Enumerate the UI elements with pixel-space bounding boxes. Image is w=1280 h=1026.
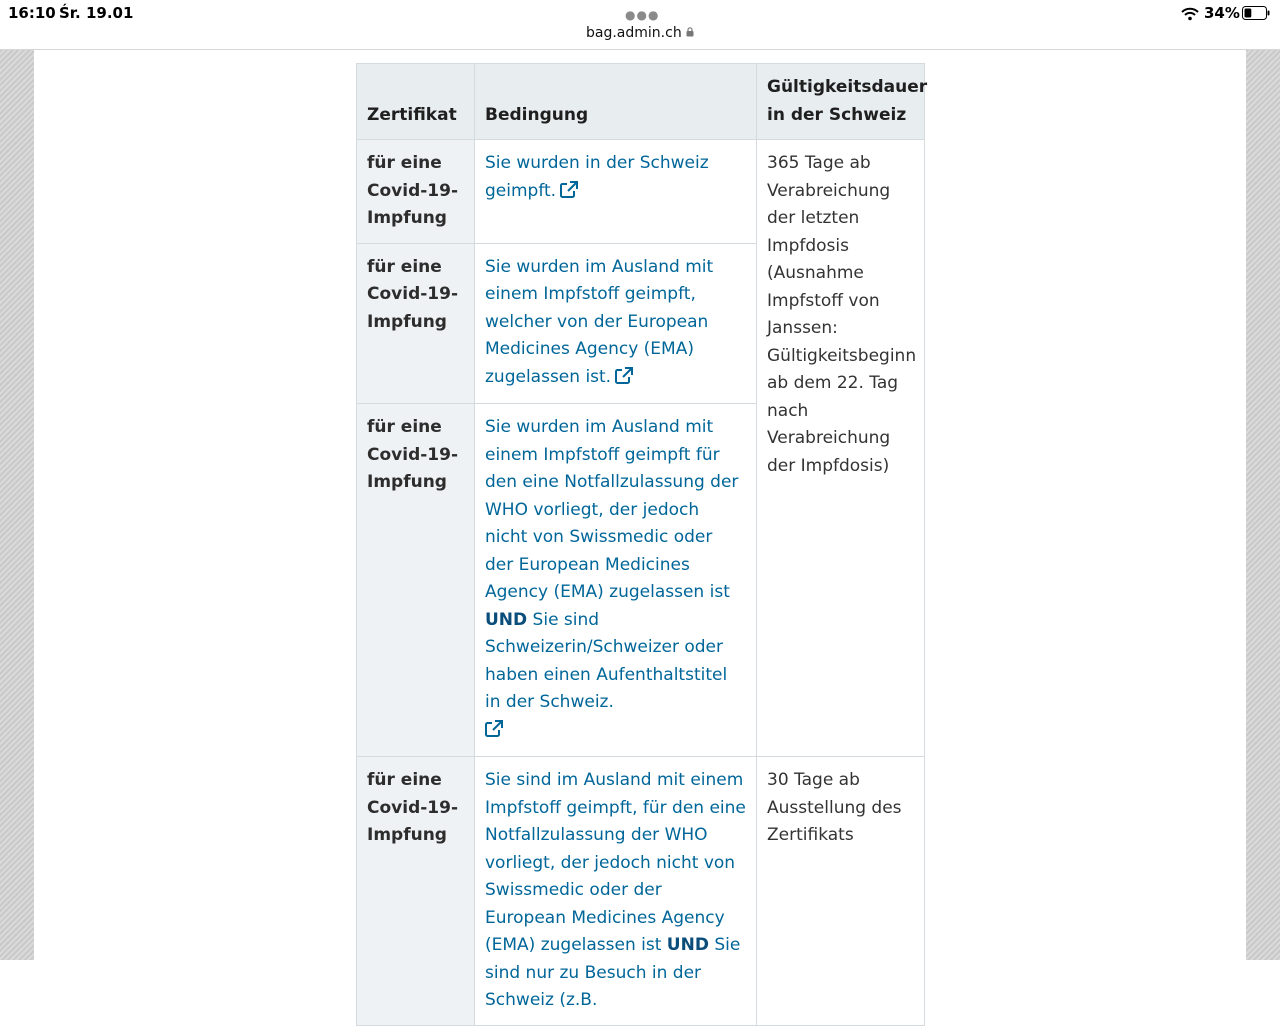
url-text: bag.admin.ch <box>586 25 682 41</box>
right-gutter <box>1246 50 1280 960</box>
header-bedingung: Bedingung <box>475 64 757 140</box>
more-dots-icon[interactable]: ●●● <box>625 8 660 22</box>
certificate-type: für eine Covid-19-Impfung <box>357 404 475 757</box>
condition-link[interactable] <box>475 404 757 757</box>
condition-text-pre[interactable]: Sie wurden im Ausland mit einem Impfstoff geimpft für den eine Notfallzulassung der WHO vorliegt, der jedoch nicht von Swissmedic oder der European Medicines Agency (EMA) zugelassen ist <box>485 417 739 602</box>
status-time: 16:10 <box>8 4 56 22</box>
certificate-type: für eine Covid-19-Impfung <box>357 140 475 244</box>
table-row <box>357 757 925 1026</box>
condition-strong[interactable]: UND <box>666 935 709 955</box>
header-zertifikat: Zertifikat <box>357 64 475 140</box>
condition-text-pre[interactable]: Sie sind im Ausland mit einem Impfstoff geimpft, für den eine Notfallzulassung der WHO vorliegt, der jedoch nicht von Swissmedic oder der European Medicines Agency (EMA) zugelassen ist <box>485 770 746 955</box>
condition-text[interactable]: Sie wurden in der Schweiz geimpft. <box>485 153 709 201</box>
page-content <box>34 50 1246 1010</box>
table-row <box>357 140 925 244</box>
external-link-icon[interactable] <box>560 180 578 208</box>
condition-link[interactable] <box>475 243 757 404</box>
certificate-table <box>356 63 928 1026</box>
battery-percent: 34% <box>1204 4 1240 22</box>
address-bar[interactable] <box>586 25 694 41</box>
lock-icon <box>686 27 694 40</box>
table-header-row <box>357 64 925 140</box>
status-bar <box>0 0 1280 50</box>
validity-30-days: 30 Tage ab Ausstellung des Zertifikats <box>757 757 925 1026</box>
validity-365-days: 365 Tage ab Verabreichung der letzten Impfdosis (Ausnahme Impfstoff von Janssen: Gültigkeitsbeginn ab dem 22. Tag nach Verabreichung der Impfdosis) <box>757 140 925 757</box>
external-link-icon[interactable] <box>485 719 503 747</box>
left-gutter <box>0 50 34 960</box>
certificate-type: für eine Covid-19-Impfung <box>357 757 475 1026</box>
header-gueltigkeitsdauer: Gültigkeitsdauer in der Schweiz <box>757 64 925 140</box>
status-date: Śr. 19.01 <box>59 4 134 22</box>
condition-text-post[interactable]: Sie sind nur zu Besuch in der Schweiz (z.B. <box>485 935 741 1010</box>
condition-strong[interactable]: UND <box>485 609 528 630</box>
certificate-type: für eine Covid-19-Impfung <box>357 243 475 404</box>
battery-icon <box>1242 5 1270 19</box>
condition-text-post[interactable]: Sie sind Schweizerin/Schweizer oder haben einen Aufenthaltstitel in der Schweiz. <box>485 609 728 712</box>
condition-text[interactable]: Sie wurden im Ausland mit einem Impfstoff geimpft, welcher von der European Medicines Agency (EMA) zugelassen ist. <box>485 256 714 387</box>
wifi-icon <box>1181 6 1199 25</box>
condition-link[interactable] <box>475 140 757 244</box>
external-link-icon[interactable] <box>615 366 633 394</box>
condition-link[interactable] <box>475 757 757 1026</box>
